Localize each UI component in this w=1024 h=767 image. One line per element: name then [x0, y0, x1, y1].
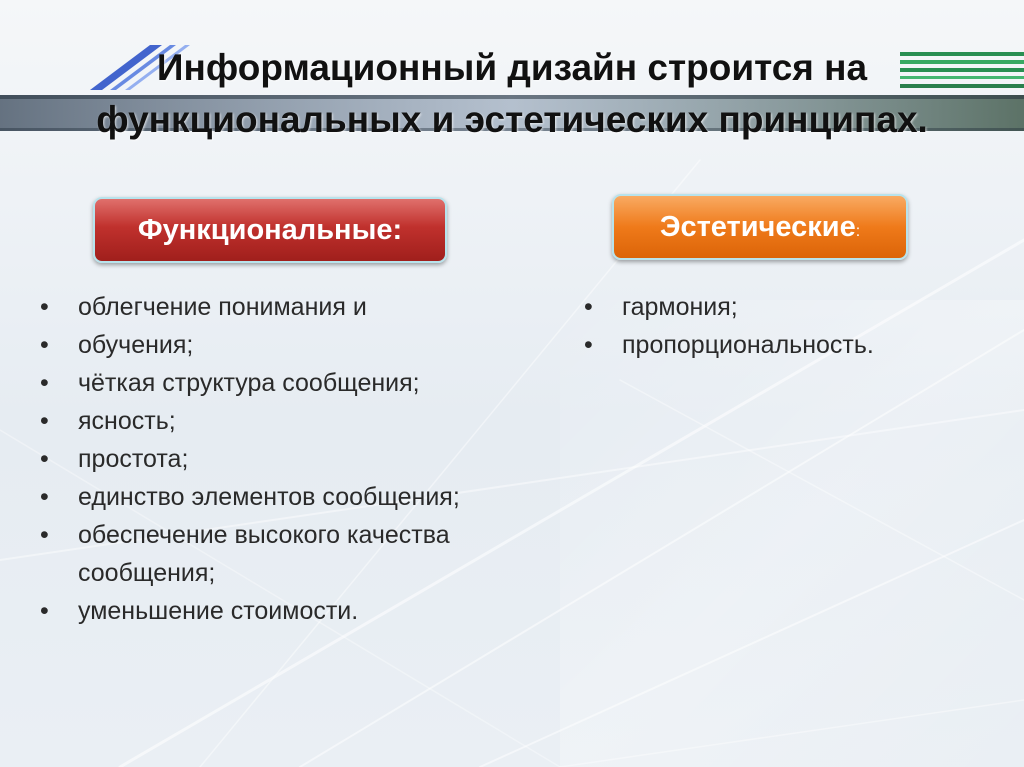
- slide-title-line-1: Информационный дизайн строится на: [156, 47, 868, 88]
- aesthetic-header-badge: [612, 194, 908, 260]
- functional-header-badge: [93, 197, 447, 263]
- list-item: • ясность;: [40, 402, 540, 440]
- slide-title: [50, 42, 974, 146]
- functional-principles-list: [40, 288, 540, 630]
- aesthetic-principles-list: [584, 288, 984, 364]
- functional-header-label: Функциональные:: [137, 214, 403, 246]
- slide-title-line-2: функциональных и эстетических принципах.: [96, 99, 928, 140]
- list-item: • уменьшение стоимости.: [40, 592, 540, 630]
- list-item: • простота;: [40, 440, 540, 478]
- list-item: • обеспечение высокого качества сообщения;: [40, 516, 540, 592]
- aesthetic-header-label: Эстетические: [659, 211, 856, 243]
- list-item: • чёткая структура сообщения;: [40, 364, 540, 402]
- list-item: • облегчение понимания и: [40, 288, 540, 326]
- list-item: • пропорциональность.: [584, 326, 984, 364]
- list-item: • единство элементов сообщения;: [40, 478, 540, 516]
- list-item: • гармония;: [584, 288, 984, 326]
- list-item: • обучения;: [40, 326, 540, 364]
- aesthetic-header-colon: :: [855, 223, 861, 240]
